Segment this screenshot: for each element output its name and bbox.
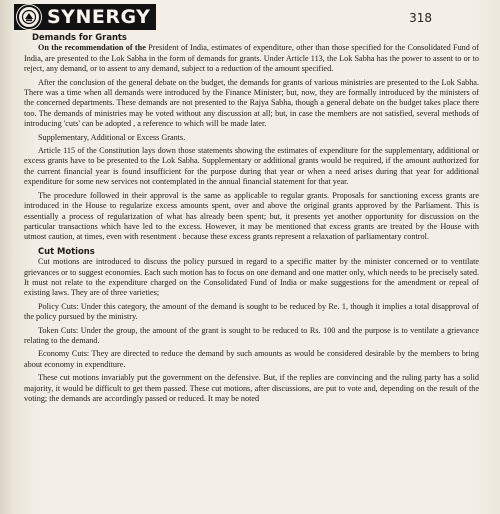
paragraph-policy-cuts: Policy Cuts: Under this category, the amount of the demand is sought to be reduced by Re. 1, though it implies a total disapproval of the policy pursued by the ministry. xyxy=(24,301,479,322)
emblem-icon xyxy=(17,5,41,29)
paragraph-3: Article 115 of the Constitution lays down those statements showing the estimates of expenditure for the supplementary, additional or excess grants have to be presented to the Lok Sabha. Supplementary or additional grants would be required, if the amount authorized for the current financial year is found insufficient for the purpose during that year or when a need arises during that year for additional expenditure for some new services not contemplated in the annual financial statement for that year. xyxy=(24,146,479,187)
section-heading-cut-motions: Cut Motions xyxy=(38,245,95,256)
brand-banner xyxy=(14,4,156,30)
page-header xyxy=(14,4,484,32)
paragraph-token-cuts: Token Cuts: Under the group, the amount of the grant is sought to be reduced to Rs. 100 and the purpose is to ventilate a grievance relating to the demand. xyxy=(24,325,479,345)
subheading-supplementary: Supplementary, Additional or Excess Grants. xyxy=(38,132,186,142)
page-number: 318 xyxy=(409,11,432,25)
paragraph-9: These cut motions invariably put the government on the defensive. But, if the replies are convincing and the ruling party has a solid majority, it would be difficult to get them passed. These cut motions, after discussions, are put to vote and, depending on the result of the voting; the demands are accordingly passed or reduced. It may be noted xyxy=(24,373,479,403)
paragraph-1-text: President of India, estimates of expenditure, other than those specified for the Consolidated Fund of India, are presented to the Lok Sabha in the form of demands for grants. Under Article 113, the Lok Sabha has the power to assent to or to reject, any demand, or to assent to any demand, subject to a reduction of the amount specified. xyxy=(24,43,479,74)
brand-title: SYNERGY xyxy=(47,6,151,28)
paragraph-economy-cuts: Economy Cuts: They are directed to reduce the demand by such amounts as would be considered desirable by the members to bring about economy in expenditure. xyxy=(24,349,479,369)
paragraph-4: The procedure followed in their approval is the same as applicable to regular grants. Proposals for sanctioning excess grants are introduced in the House to regularize excess amounts spent, over and above the original grants approved by the Parliament. This is essentially a process of regularization of what has already been spent; but, it presents yet another opportunity for discussion on the particular transactions which have led to the excess. However, it may be mentioned that excess grants are treated by the House with utmost caution, at times, even with resentment . because these excess grants represent a relaxation of parliamentary control. xyxy=(24,190,479,242)
paragraph-5: Cut motions are introduced to discuss the policy pursued in regard to a specific matter by the minister concerned or to ventilate grievances or to suggest economies. Each such motion has to focus on one demand and one matter only, which needs to be precisely sated. It must not relate to the expenditure charged on the Consolidated Fund of India or make suggestions for the amendment or repeal of existing laws. They are of three varieties; xyxy=(24,257,479,298)
document-body xyxy=(24,32,479,407)
paragraph-2: After the conclusion of the general debate on the budget, the demands for grants of various ministries are presented to the Lok Sabha. There was a time when all demands were introduced by the Finance Minister; but, now, they are formally introduced by the ministers of the concerned departments. These demands are not presented to the Rajya Sabha, though a general debate on the budget takes place there too. The demands of ministries may be voted without any discussion at all; but, in case the members are not satisfied, several methods of introducing 'cuts' can be adopted , a reference to which will be made later. xyxy=(24,77,479,129)
paragraph-1-lead: On the recommendation of the xyxy=(38,43,146,53)
paragraph-1 xyxy=(24,43,479,74)
section-heading-demands: Demands for Grants xyxy=(32,32,127,42)
emblem-graphic xyxy=(21,9,37,25)
